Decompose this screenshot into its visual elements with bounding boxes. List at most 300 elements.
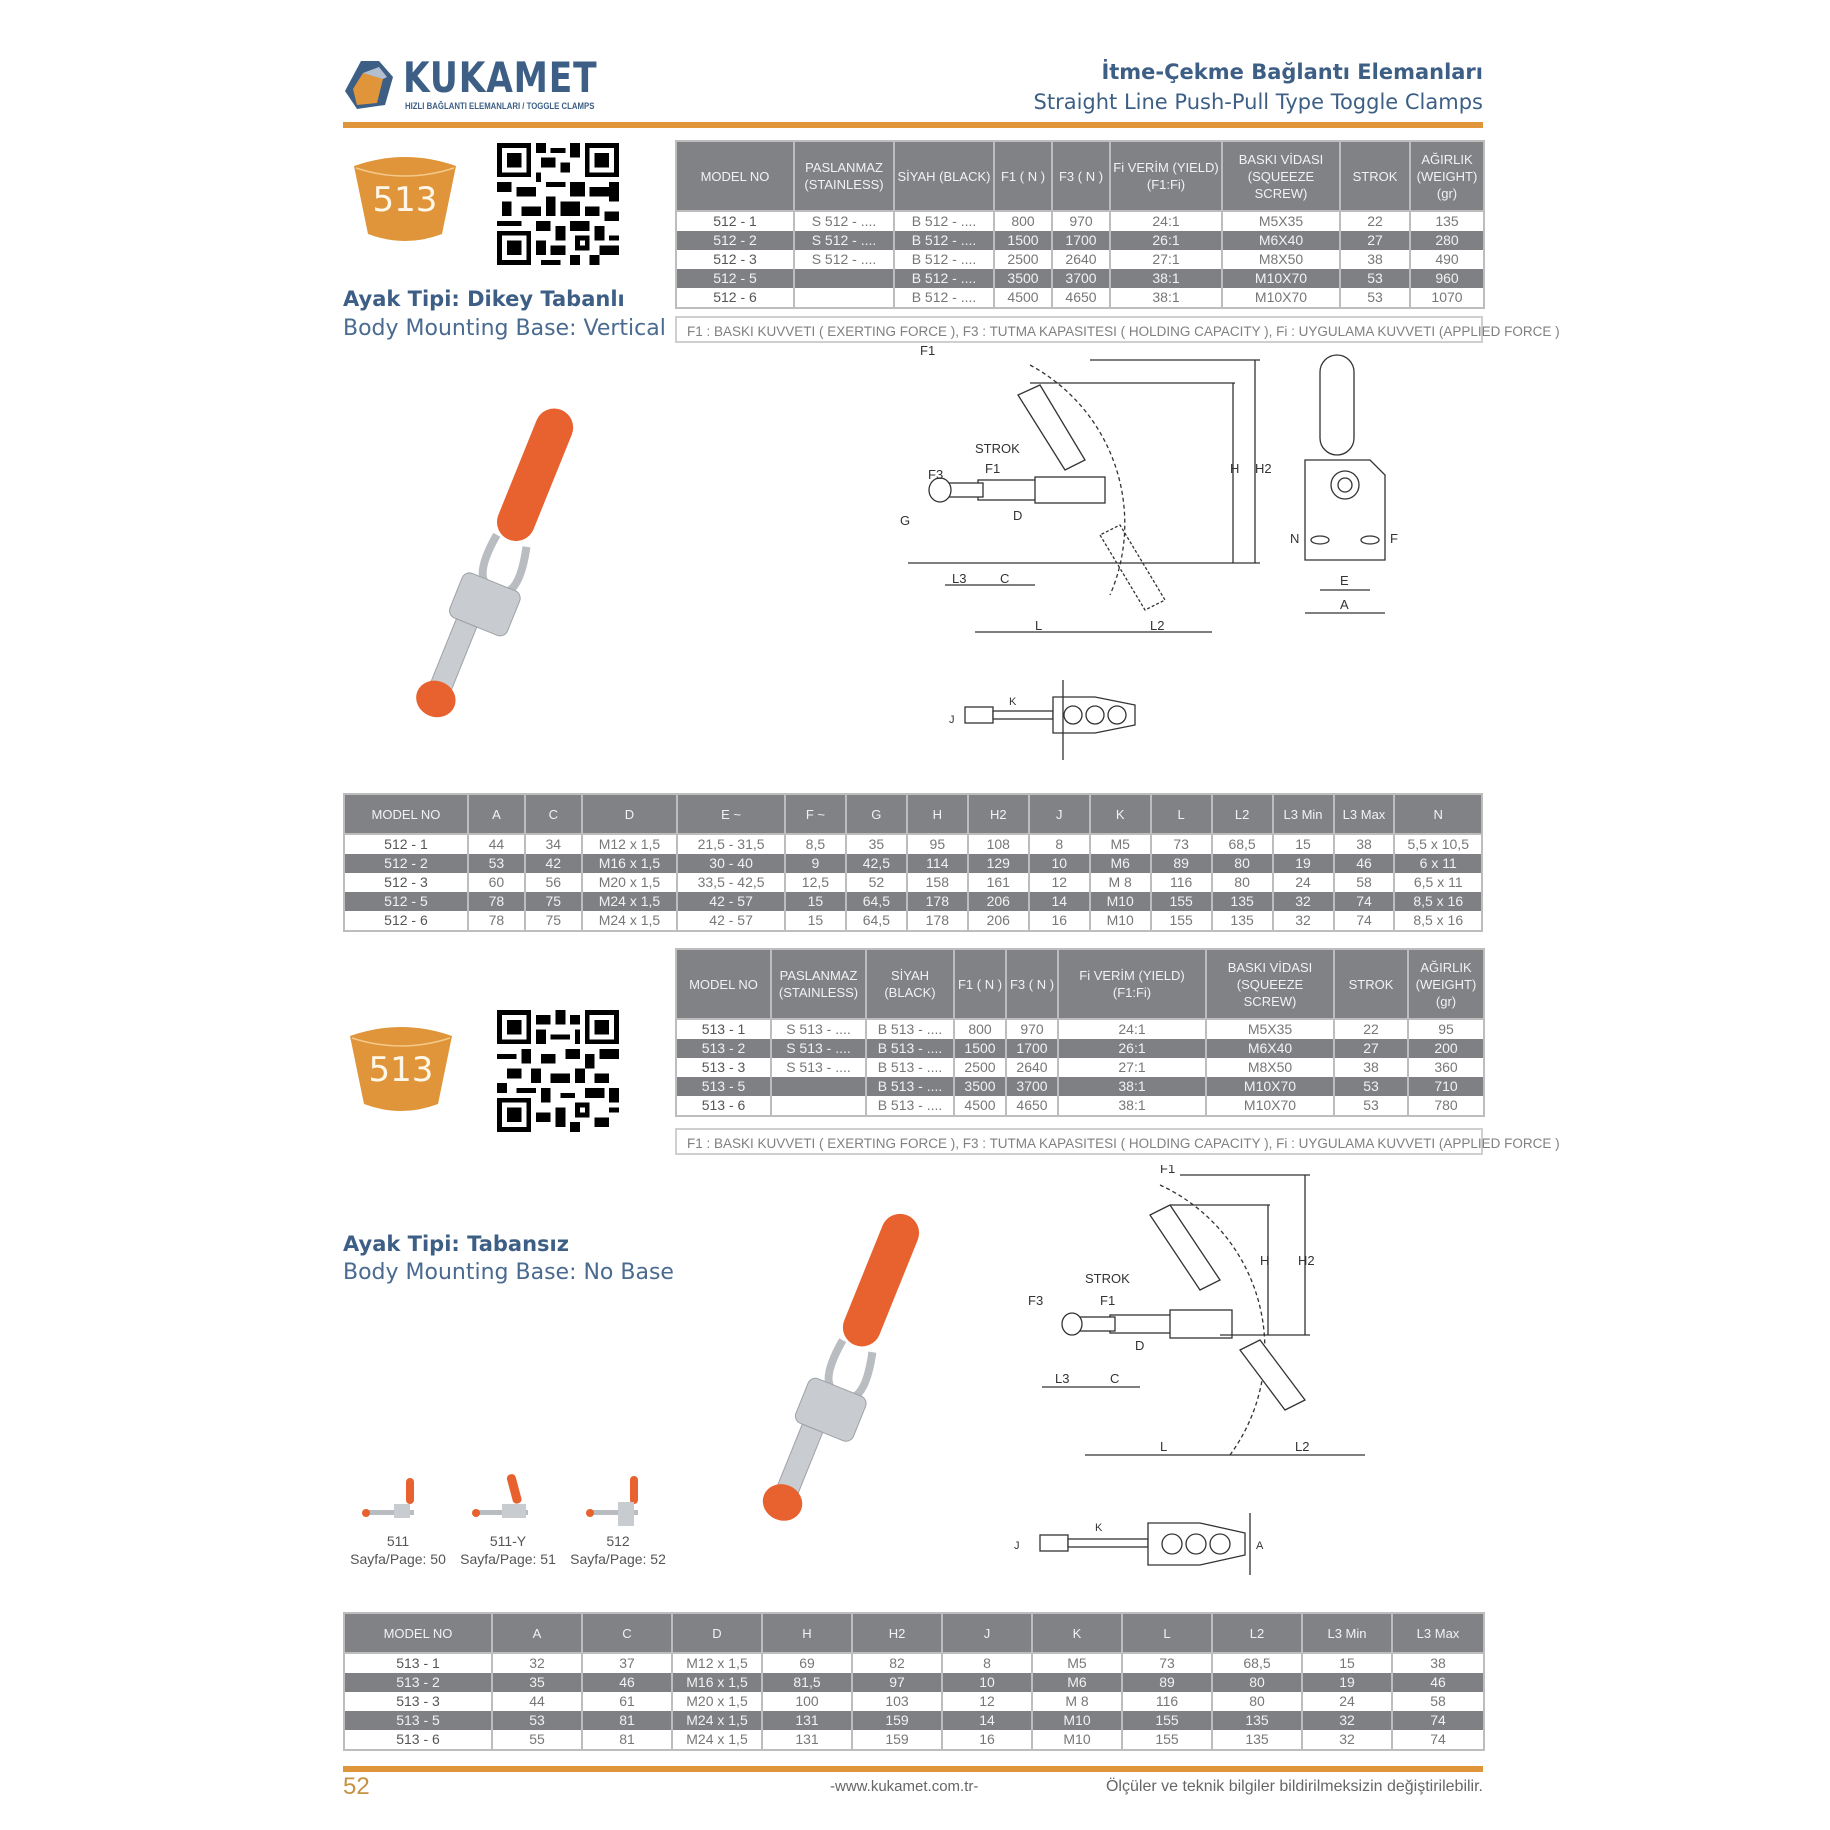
related-model-page: Sayfa/Page: 52	[570, 1551, 666, 1567]
table-cell: 1500	[994, 231, 1052, 250]
table-cell: S 513 - ....	[771, 1019, 866, 1039]
table-row	[676, 211, 1484, 231]
table-cell: 26:1	[1110, 231, 1222, 250]
table-cell: 2500	[994, 250, 1052, 269]
table-cell: 135	[1212, 1730, 1302, 1750]
table-cell: 780	[1408, 1096, 1484, 1116]
table-row	[344, 911, 1482, 931]
page-title: İtme-Çekme Bağlantı Elemanları	[1101, 60, 1483, 84]
table-row	[344, 1653, 1484, 1673]
table-cell: 38	[1392, 1653, 1484, 1673]
table-cell: 1700	[1006, 1039, 1058, 1058]
svg-text:F: F	[1390, 531, 1398, 546]
col-header: MODEL NO	[676, 141, 794, 211]
table-cell: 155	[1151, 892, 1212, 911]
table-cell: M8X50	[1206, 1058, 1334, 1077]
table-cell: 35	[492, 1673, 582, 1692]
svg-text:F1: F1	[1100, 1293, 1116, 1308]
table-cell: M8X50	[1222, 250, 1340, 269]
col-header: H2	[968, 794, 1029, 834]
thumbnail-image	[568, 1470, 668, 1532]
table-cell: 24	[1302, 1692, 1392, 1711]
table-cell: 81	[582, 1711, 672, 1730]
brand-logo	[343, 53, 598, 117]
table-cell: 37	[582, 1653, 672, 1673]
table-cell: 42 - 57	[677, 892, 785, 911]
table-row	[676, 1058, 1484, 1077]
col-header: F ~	[785, 794, 846, 834]
col-header: PASLANMAZ (STAINLESS)	[771, 949, 866, 1019]
col-header: MODEL NO	[344, 794, 468, 834]
svg-text:F1: F1	[1160, 1165, 1176, 1176]
col-header: H	[762, 1613, 852, 1653]
brand-name: KUKAMET	[403, 53, 598, 102]
table-cell: 135	[1410, 211, 1484, 231]
table-cell: 131	[762, 1730, 852, 1750]
svg-text:A: A	[1340, 597, 1349, 612]
col-header: L	[1151, 794, 1212, 834]
table-cell: M20 x 1,5	[582, 873, 678, 892]
table-cell: 24:1	[1058, 1019, 1206, 1039]
table-cell: 135	[1212, 911, 1273, 931]
table-cell: 32	[1273, 911, 1334, 931]
base-type-subheading: Body Mounting Base: No Base	[343, 1260, 674, 1285]
table-cell: 78	[468, 892, 525, 911]
col-header: L3 Min	[1273, 794, 1334, 834]
clamp-thumbnail-icon	[458, 1470, 558, 1530]
table-cell: 206	[968, 911, 1029, 931]
table-cell: 38	[1340, 250, 1410, 269]
table-cell: 95	[907, 834, 968, 854]
table-row	[676, 269, 1484, 288]
table-cell: 78	[468, 911, 525, 931]
thumbnail-image	[348, 1470, 448, 1532]
table-row	[676, 288, 1484, 308]
table-cell: 73	[1151, 834, 1212, 854]
table-cell: 116	[1151, 873, 1212, 892]
table-cell: 74	[1392, 1730, 1484, 1750]
table-row	[344, 854, 1482, 873]
table-cell: 27:1	[1058, 1058, 1206, 1077]
table-cell: 38:1	[1058, 1096, 1206, 1116]
spec-table-513	[675, 948, 1485, 1117]
svg-text:G: G	[900, 513, 911, 528]
model-cell: 512 - 1	[676, 211, 794, 231]
force-legend-note: F1 : BASKI KUVVETI ( EXERTING FORCE ), F3 : TUTMA KAPASITESI ( HOLDING CAPACITY ), Fi : UYGULAMA KUVVETI (APPLIED FORCE )	[675, 1128, 1483, 1155]
table-cell: 8,5 x 16	[1394, 911, 1482, 931]
svg-text:K: K	[1009, 696, 1017, 708]
model-cell: 512 - 5	[344, 892, 468, 911]
svg-text:D: D	[1135, 1338, 1145, 1353]
table-cell: M12 x 1,5	[672, 1653, 762, 1673]
dimension-table-513	[343, 1612, 1485, 1751]
table-cell: 22	[1334, 1019, 1408, 1039]
col-header: L	[1122, 1613, 1212, 1653]
related-model-name: 512	[606, 1533, 630, 1549]
table-cell: 80	[1212, 1673, 1302, 1692]
table-cell: 22	[1340, 211, 1410, 231]
table-cell: 64,5	[846, 911, 907, 931]
website-link[interactable]: -www.kukamet.com.tr-	[830, 1778, 979, 1795]
svg-text:J: J	[1014, 1540, 1020, 1552]
table-cell: 6 x 11	[1394, 854, 1482, 873]
table-cell: 490	[1410, 250, 1484, 269]
table-cell: 58	[1334, 873, 1395, 892]
col-header: C	[525, 794, 582, 834]
table-cell: 53	[492, 1711, 582, 1730]
table-row	[676, 1019, 1484, 1039]
table-cell: M10	[1090, 892, 1151, 911]
table-cell: 5,5 x 10,5	[1394, 834, 1482, 854]
col-header: PASLANMAZ (STAINLESS)	[794, 141, 894, 211]
base-type-subheading: Body Mounting Base: Vertical	[343, 316, 666, 341]
svg-text:K: K	[1095, 1522, 1103, 1534]
related-model-name: 511	[386, 1533, 410, 1549]
table-cell: S 513 - ....	[771, 1039, 866, 1058]
table-cell: B 513 - ....	[866, 1096, 954, 1116]
table-cell: 52	[846, 873, 907, 892]
table-cell: 10	[942, 1673, 1032, 1692]
svg-text:H: H	[1230, 461, 1240, 476]
table-cell: 38:1	[1110, 288, 1222, 308]
table-cell: M24 x 1,5	[582, 911, 678, 931]
table-cell: 800	[954, 1019, 1006, 1039]
table-cell: M10X70	[1206, 1096, 1334, 1116]
model-badge	[346, 1020, 456, 1120]
table-cell: 1070	[1410, 288, 1484, 308]
svg-text:F3: F3	[928, 467, 944, 482]
table-cell: 89	[1151, 854, 1212, 873]
table-cell: 81	[582, 1730, 672, 1750]
table-cell: 4500	[994, 288, 1052, 308]
logo-mark-icon	[343, 57, 395, 113]
table-cell: 32	[492, 1653, 582, 1673]
table-cell: B 513 - ....	[866, 1077, 954, 1096]
col-header: Fi VERİM (YIELD) (F1:Fi)	[1058, 949, 1206, 1019]
table-cell: 74	[1334, 911, 1395, 931]
table-cell: 14	[1029, 892, 1090, 911]
table-cell: 19	[1302, 1673, 1392, 1692]
table-cell: 4650	[1052, 288, 1110, 308]
table-cell: 2500	[954, 1058, 1006, 1077]
col-header: H2	[852, 1613, 942, 1653]
table-cell: 16	[942, 1730, 1032, 1750]
product-photo-512	[370, 380, 590, 730]
table-cell: 6,5 x 11	[1394, 873, 1482, 892]
table-cell: 8,5 x 16	[1394, 892, 1482, 911]
table-cell: 131	[762, 1711, 852, 1730]
clamp-thumbnail-icon	[348, 1470, 448, 1530]
table-cell: 53	[1334, 1096, 1408, 1116]
model-cell: 512 - 3	[344, 873, 468, 892]
table-cell: 129	[968, 854, 1029, 873]
col-header: L3 Max	[1392, 1613, 1484, 1653]
table-cell: 15	[785, 892, 846, 911]
table-cell: 710	[1408, 1077, 1484, 1096]
table-cell: 38	[1334, 1058, 1408, 1077]
table-cell: B 513 - ....	[866, 1039, 954, 1058]
model-cell: 513 - 2	[344, 1673, 492, 1692]
model-cell: 513 - 6	[676, 1096, 771, 1116]
col-header: BASKI VİDASI (SQUEEZE SCREW)	[1206, 949, 1334, 1019]
table-cell: 24:1	[1110, 211, 1222, 231]
disclaimer: Ölçüler ve teknik bilgiler bildirilmeksizin değiştirilebilir.	[1105, 1778, 1483, 1795]
table-cell: M 8	[1032, 1692, 1122, 1711]
table-cell: 4650	[1006, 1096, 1058, 1116]
svg-text:J: J	[949, 714, 955, 726]
table-cell: 81,5	[762, 1673, 852, 1692]
clamp-thumbnail-icon	[568, 1470, 668, 1530]
table-cell: 80	[1212, 854, 1273, 873]
col-header: L2	[1212, 794, 1273, 834]
related-model-page: Sayfa/Page: 51	[460, 1551, 556, 1567]
col-header: Fi VERİM (YIELD) (F1:Fi)	[1110, 141, 1222, 211]
col-header: N	[1394, 794, 1482, 834]
table-cell: M6	[1090, 854, 1151, 873]
col-header: D	[582, 794, 678, 834]
table-cell: 200	[1408, 1039, 1484, 1058]
table-cell: 159	[852, 1730, 942, 1750]
table-cell	[771, 1096, 866, 1116]
table-cell: 97	[852, 1673, 942, 1692]
spec-table-512	[675, 140, 1485, 309]
svg-text:A: A	[1256, 1540, 1264, 1552]
table-cell: 68,5	[1212, 834, 1273, 854]
model-cell: 512 - 5	[676, 269, 794, 288]
base-type-heading: Ayak Tipi: Dikey Tabanlı	[343, 287, 625, 311]
col-header: BASKI VİDASI (SQUEEZE SCREW)	[1222, 141, 1340, 211]
related-model-page: Sayfa/Page: 50	[350, 1551, 446, 1567]
technical-drawing-513	[1020, 1165, 1380, 1475]
table-cell: 159	[852, 1711, 942, 1730]
table-cell: 75	[525, 911, 582, 931]
table-row	[676, 1096, 1484, 1116]
table-cell: B 512 - ....	[894, 288, 994, 308]
col-header: AĞIRLIK (WEIGHT) (gr)	[1408, 949, 1484, 1019]
model-cell: 512 - 1	[344, 834, 468, 854]
table-row	[676, 231, 1484, 250]
table-cell: 155	[1122, 1711, 1212, 1730]
table-row	[344, 892, 1482, 911]
qr-code-icon[interactable]	[497, 143, 619, 265]
table-cell: 46	[582, 1673, 672, 1692]
table-cell: 155	[1151, 911, 1212, 931]
table-cell: 100	[762, 1692, 852, 1711]
table-cell	[771, 1077, 866, 1096]
table-cell: M10X70	[1222, 288, 1340, 308]
badge-label: 513	[368, 1050, 434, 1090]
table-cell: 33,5 - 42,5	[677, 873, 785, 892]
related-model-512[interactable]	[568, 1470, 668, 1568]
table-cell: M10	[1032, 1730, 1122, 1750]
col-header: F1 ( N )	[954, 949, 1006, 1019]
col-header: L2	[1212, 1613, 1302, 1653]
badge-label: 513	[372, 180, 438, 220]
table-cell: S 512 - ....	[794, 211, 894, 231]
col-header: J	[942, 1613, 1032, 1653]
table-cell: M12 x 1,5	[582, 834, 678, 854]
table-cell: 1700	[1052, 231, 1110, 250]
svg-text:H2: H2	[1255, 461, 1272, 476]
table-cell: 9	[785, 854, 846, 873]
table-cell: 1500	[954, 1039, 1006, 1058]
table-cell: 75	[525, 892, 582, 911]
svg-text:N: N	[1290, 531, 1300, 546]
table-cell: 24	[1273, 873, 1334, 892]
col-header: K	[1032, 1613, 1122, 1653]
table-cell: 30 - 40	[677, 854, 785, 873]
col-header: STROK	[1334, 949, 1408, 1019]
table-cell: 960	[1410, 269, 1484, 288]
table-cell: S 513 - ....	[771, 1058, 866, 1077]
table-cell: 108	[968, 834, 1029, 854]
related-model-511-y[interactable]	[458, 1470, 558, 1568]
table-cell: 53	[1340, 288, 1410, 308]
table-cell: 32	[1273, 892, 1334, 911]
table-cell: 34	[525, 834, 582, 854]
table-row	[344, 834, 1482, 854]
table-cell: 38	[1334, 834, 1395, 854]
table-cell: S 512 - ....	[794, 250, 894, 269]
col-header: SİYAH (BLACK)	[894, 141, 994, 211]
svg-text:L2: L2	[1295, 1439, 1310, 1454]
table-cell: 82	[852, 1653, 942, 1673]
model-cell: 513 - 3	[344, 1692, 492, 1711]
table-cell: 32	[1302, 1711, 1392, 1730]
col-header: STROK	[1340, 141, 1410, 211]
table-cell: B 512 - ....	[894, 231, 994, 250]
table-cell: 61	[582, 1692, 672, 1711]
qr-code-icon[interactable]	[497, 1010, 619, 1132]
model-cell: 513 - 1	[676, 1019, 771, 1039]
table-row	[676, 250, 1484, 269]
technical-drawing-512	[900, 345, 1480, 645]
col-header: H	[907, 794, 968, 834]
svg-text:F1: F1	[985, 461, 1001, 476]
svg-text:H: H	[1260, 1253, 1270, 1268]
table-cell: M5	[1032, 1653, 1122, 1673]
col-header: C	[582, 1613, 672, 1653]
model-cell: 513 - 2	[676, 1039, 771, 1058]
table-cell: 42	[525, 854, 582, 873]
col-header: A	[492, 1613, 582, 1653]
related-model-511[interactable]	[348, 1470, 448, 1568]
table-cell: 69	[762, 1653, 852, 1673]
table-cell: 35	[846, 834, 907, 854]
table-cell: 135	[1212, 1711, 1302, 1730]
table-cell: 42 - 57	[677, 911, 785, 931]
thumbnail-image	[458, 1470, 558, 1532]
col-header: G	[846, 794, 907, 834]
table-cell: 178	[907, 911, 968, 931]
table-cell: 89	[1122, 1673, 1212, 1692]
table-cell: M10	[1090, 911, 1151, 931]
table-cell: M 8	[1090, 873, 1151, 892]
table-cell: 206	[968, 892, 1029, 911]
table-row	[676, 1077, 1484, 1096]
table-row	[344, 873, 1482, 892]
table-cell: 158	[907, 873, 968, 892]
base-type-heading: Ayak Tipi: Tabansız	[343, 1232, 569, 1256]
model-cell: 513 - 6	[344, 1730, 492, 1750]
table-row	[344, 1692, 1484, 1711]
col-header: MODEL NO	[344, 1613, 492, 1653]
model-cell: 512 - 2	[344, 854, 468, 873]
table-cell: 970	[1052, 211, 1110, 231]
col-header: F3 ( N )	[1006, 949, 1058, 1019]
table-cell: 178	[907, 892, 968, 911]
table-cell: 12,5	[785, 873, 846, 892]
table-cell: 8,5	[785, 834, 846, 854]
svg-text:C: C	[1000, 571, 1010, 586]
table-cell: 26:1	[1058, 1039, 1206, 1058]
table-cell: 95	[1408, 1019, 1484, 1039]
table-cell: 15	[1273, 834, 1334, 854]
col-header: J	[1029, 794, 1090, 834]
table-row	[676, 1039, 1484, 1058]
col-header: F3 ( N )	[1052, 141, 1110, 211]
table-cell: 161	[968, 873, 1029, 892]
model-cell: 512 - 6	[676, 288, 794, 308]
table-cell: 16	[1029, 911, 1090, 931]
svg-text:F1: F1	[920, 345, 936, 358]
table-cell: 38:1	[1058, 1077, 1206, 1096]
svg-text:L3: L3	[952, 571, 967, 586]
model-cell: 512 - 3	[676, 250, 794, 269]
table-cell: 73	[1122, 1653, 1212, 1673]
col-header: MODEL NO	[676, 949, 771, 1019]
page-subtitle: Straight Line Push-Pull Type Toggle Clamps	[1033, 90, 1483, 114]
table-cell: 32	[1302, 1730, 1392, 1750]
svg-text:L3: L3	[1055, 1371, 1070, 1386]
model-cell: 513 - 3	[676, 1058, 771, 1077]
table-cell: 27	[1340, 231, 1410, 250]
table-cell: M10X70	[1222, 269, 1340, 288]
col-header: D	[672, 1613, 762, 1653]
table-cell: 12	[942, 1692, 1032, 1711]
table-cell: 53	[1334, 1077, 1408, 1096]
brand-tagline: HIZLI BAĞLANTI ELEMANLARI / TOGGLE CLAMPS	[405, 101, 595, 112]
table-cell: 15	[785, 911, 846, 931]
table-cell: 970	[1006, 1019, 1058, 1039]
table-cell: 360	[1408, 1058, 1484, 1077]
table-cell: 21,5 - 31,5	[677, 834, 785, 854]
table-cell: 800	[994, 211, 1052, 231]
table-cell: 38:1	[1110, 269, 1222, 288]
svg-text:C: C	[1110, 1371, 1120, 1386]
table-cell: B 513 - ....	[866, 1019, 954, 1039]
model-cell: 512 - 6	[344, 911, 468, 931]
model-cell: 513 - 5	[676, 1077, 771, 1096]
table-cell: 114	[907, 854, 968, 873]
table-cell: B 513 - ....	[866, 1058, 954, 1077]
col-header: F1 ( N )	[994, 141, 1052, 211]
table-cell: M6X40	[1222, 231, 1340, 250]
svg-text:E: E	[1340, 573, 1349, 588]
table-cell: 46	[1334, 854, 1395, 873]
table-row	[344, 1673, 1484, 1692]
model-cell: 513 - 1	[344, 1653, 492, 1673]
table-cell: 2640	[1006, 1058, 1058, 1077]
table-cell: 27	[1334, 1039, 1408, 1058]
svg-text:L: L	[1160, 1439, 1168, 1454]
table-cell: 2640	[1052, 250, 1110, 269]
table-cell: 44	[468, 834, 525, 854]
related-model-name: 511-Y	[489, 1533, 527, 1549]
model-badge	[350, 150, 460, 250]
page-number: 52	[343, 1773, 370, 1800]
table-cell: 19	[1273, 854, 1334, 873]
